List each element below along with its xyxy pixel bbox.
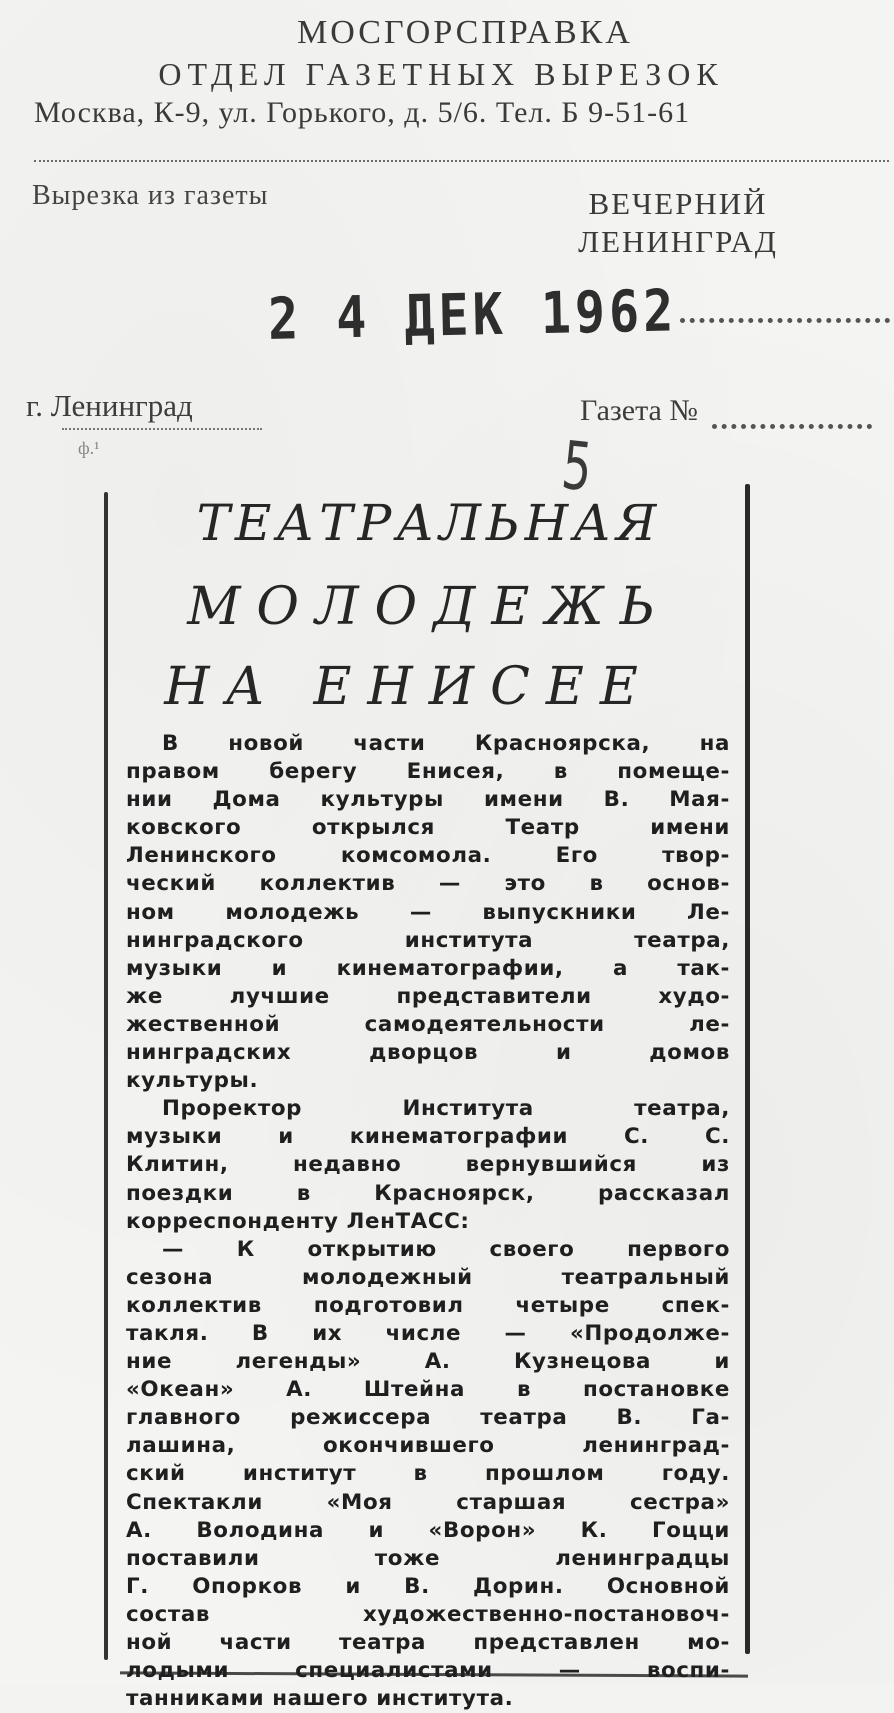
paper-number-label: Газета № <box>580 394 698 427</box>
article-line: сезона молодежный театральный <box>126 1264 730 1290</box>
article-line: музыки и кинематографии С. С. <box>126 1124 730 1150</box>
date-dotted-line <box>680 318 890 323</box>
article-line: «Океан» А. Штейна в постановке <box>126 1377 730 1403</box>
article-line: состав художественно-постановоч- <box>126 1601 730 1627</box>
article-line: А. Володина и «Ворон» К. Гоцци <box>126 1517 730 1543</box>
article-line: главного режиссера театра В. Га- <box>126 1405 730 1431</box>
article-line: ном молодежь — выпускники Ле- <box>126 899 730 925</box>
article-body <box>126 730 730 1713</box>
address-line: Москва, К-9, ул. Горького, д. 5/6. Тел. Б 9-51-61 <box>34 96 691 129</box>
article-line: ский институт в прошлом году. <box>126 1461 730 1487</box>
article-line: нинградских дворцов и домов <box>126 1040 730 1066</box>
headline-line-1: ТЕАТРАЛЬНАЯ <box>196 494 662 552</box>
newspaper-name <box>548 185 808 261</box>
article-line: ческий коллектив — это в основ- <box>126 871 730 897</box>
paper-number-dots <box>712 424 872 429</box>
article-line: нии Дома культуры имени В. Мая- <box>126 787 730 813</box>
article-line: Спектакли «Моя старшая сестра» <box>126 1489 730 1515</box>
article-line: — К открытию своего первого <box>162 1236 730 1262</box>
article-line: ной части театра представлен мо- <box>126 1630 730 1655</box>
article-line: корреспонденту ЛенТАСС: <box>126 1208 470 1234</box>
city-field: г. Ленинград <box>26 388 193 423</box>
headline-line-2: МОЛОДЕЖЬ <box>187 577 671 637</box>
article-line: такля. В их числе — «Продолже- <box>126 1320 730 1346</box>
article-line: же лучшие представители худо- <box>126 983 730 1009</box>
newspaper-clipping <box>104 484 750 1712</box>
newspaper-name-line2: ЛЕНИНГРАД <box>578 224 778 259</box>
faint-mark: ф.¹ <box>78 438 100 458</box>
article-line: Проректор Института театра, <box>162 1096 730 1122</box>
date-stamp: 2 4 ДЕК 1962 <box>267 277 678 353</box>
article-line: нинградского института театра, <box>126 927 730 953</box>
handwritten-mark: 5 <box>558 426 596 507</box>
headline-line-3: НА ЕНИСЕЕ <box>164 657 654 717</box>
article-line: ние легенды» А. Кузнецова и <box>126 1349 730 1375</box>
article-line: правом берегу Енисея, в помеще- <box>126 759 730 785</box>
article-line: культуры. <box>126 1068 259 1094</box>
article-line: В новой части Красноярска, на <box>162 731 730 756</box>
article-line: Ленинского комсомола. Его твор- <box>126 843 730 869</box>
clipping-right-edge <box>745 484 750 1654</box>
city-underline <box>62 428 262 430</box>
article-line: поездки в Красноярск, рассказал <box>126 1180 730 1206</box>
department-name: ОТДЕЛ ГАЗЕТНЫХ ВЫРЕЗОК <box>158 56 724 92</box>
organization-name: МОСГОРСПРАВКА <box>297 14 633 51</box>
article-line: ковского открылся Театр имени <box>126 815 730 841</box>
newspaper-name-line1: ВЕЧЕРНИЙ <box>588 186 768 221</box>
article-line: жественной самодеятельности ле- <box>126 1011 730 1037</box>
article-line: Г. Опорков и В. Дорин. Основной <box>126 1573 730 1599</box>
article-line: лашина, окончившего ленинград- <box>126 1433 730 1459</box>
article-line: Клитин, недавно вернувшийся из <box>126 1152 730 1178</box>
clip-source-label: Вырезка из газеты <box>32 180 269 211</box>
article-line: лодыми специалистами — воспи- <box>126 1658 730 1684</box>
article-line: музыки и кинематографии, а так- <box>126 955 730 981</box>
article-line: танниками нашего института. <box>126 1686 514 1712</box>
header-divider <box>34 160 889 162</box>
article-line: коллектив подготовил четыре спек- <box>126 1292 730 1318</box>
article-line: поставили тоже ленинградцы <box>126 1545 730 1571</box>
